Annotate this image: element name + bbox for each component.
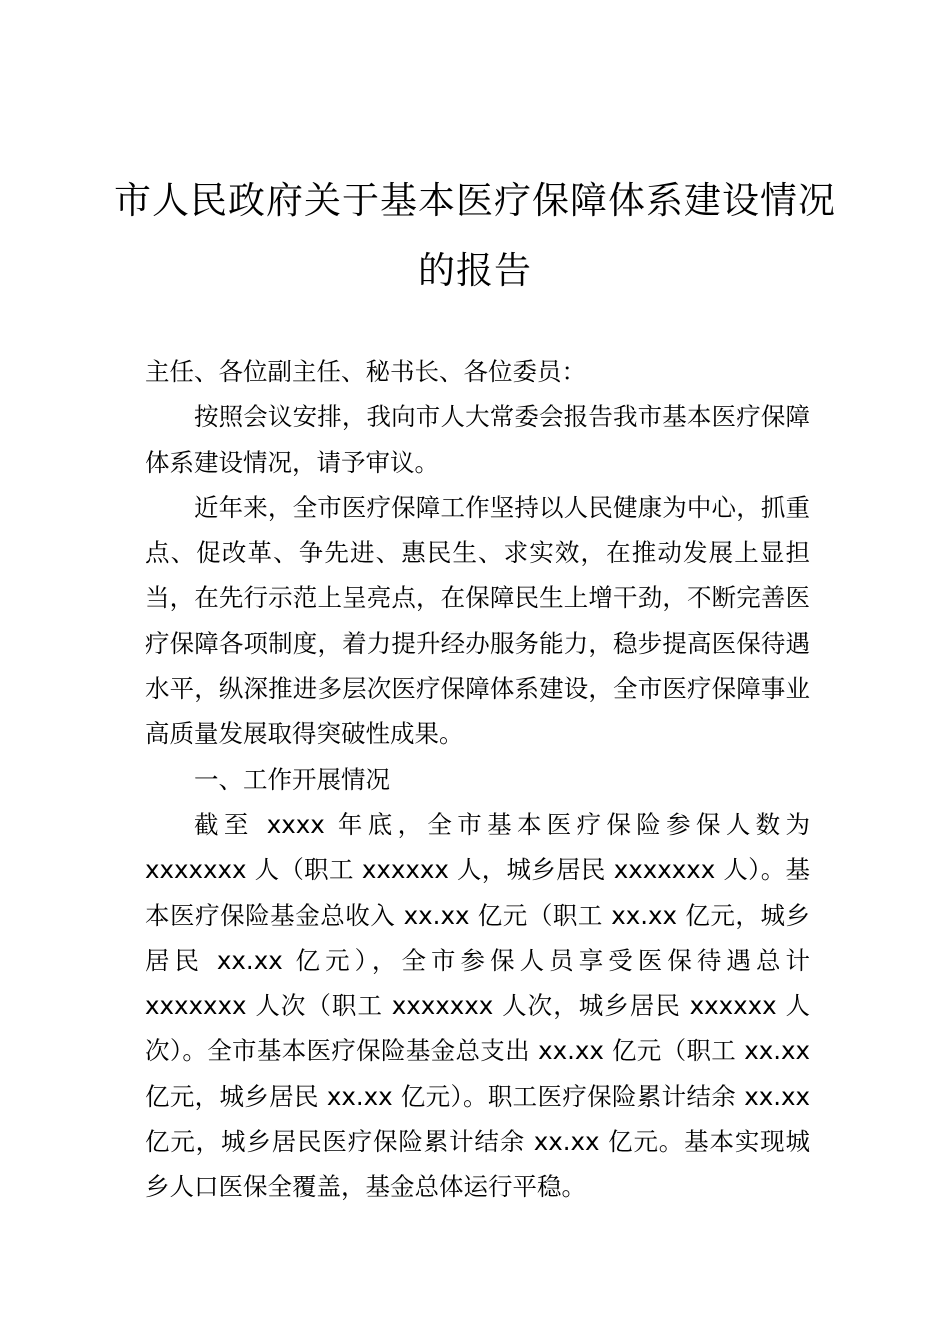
document-body: [145, 349, 810, 1210]
document-title: 市人民政府关于基本医疗保障体系建设情况的报告: [114, 179, 836, 292]
section-heading: 一、工作开展情况: [194, 764, 390, 794]
salutation: 主任、各位副主任、秘书长、各位委员：: [145, 357, 586, 386]
paragraph-intro: 按照会议安排，我向市人大常委会报告我市基本医疗保障体系建设情况，请予审议。: [145, 402, 810, 477]
paragraph-overview: 近年来，全市医疗保障工作坚持以人民健康为中心，抓重点、促改革、争先进、惠民生、求实效，在推动发展上显担当，在先行示范上呈亮点，在保障民生上增干劲，不断完善医疗保障各项制度，着力提升经办服务能力，稳步提高医保待遇水平，纵深推进多层次医疗保障体系建设，全市医疗保障事业高质量发展取得突破性成果。: [145, 492, 810, 749]
paragraph-statistics: 截至 xxxx 年底，全市基本医疗保险参保人数为 xxxxxxx 人（职工 xxxxxx 人，城乡居民 xxxxxxx 人）。基本医疗保险基金总收入 xx.xx 亿元（职工 xx.xx 亿元，城乡居民 xx.xx 亿元），全市参保人员享受医保待遇总计 xxxxxxx 人次（职工 xxxxxxx 人次，城乡居民 xxxxxx 人次）。全市基本医疗保险基金总支出 xx.xx 亿元（职工 xx.xx 亿元，城乡居民 xx.xx 亿元）。职工医疗保险累计结余 xx.xx 亿元，城乡居民医疗保险累计结余 xx.xx 亿元。基本实现城乡人口医保全覆盖，基金总体运行平稳。: [145, 809, 810, 1202]
